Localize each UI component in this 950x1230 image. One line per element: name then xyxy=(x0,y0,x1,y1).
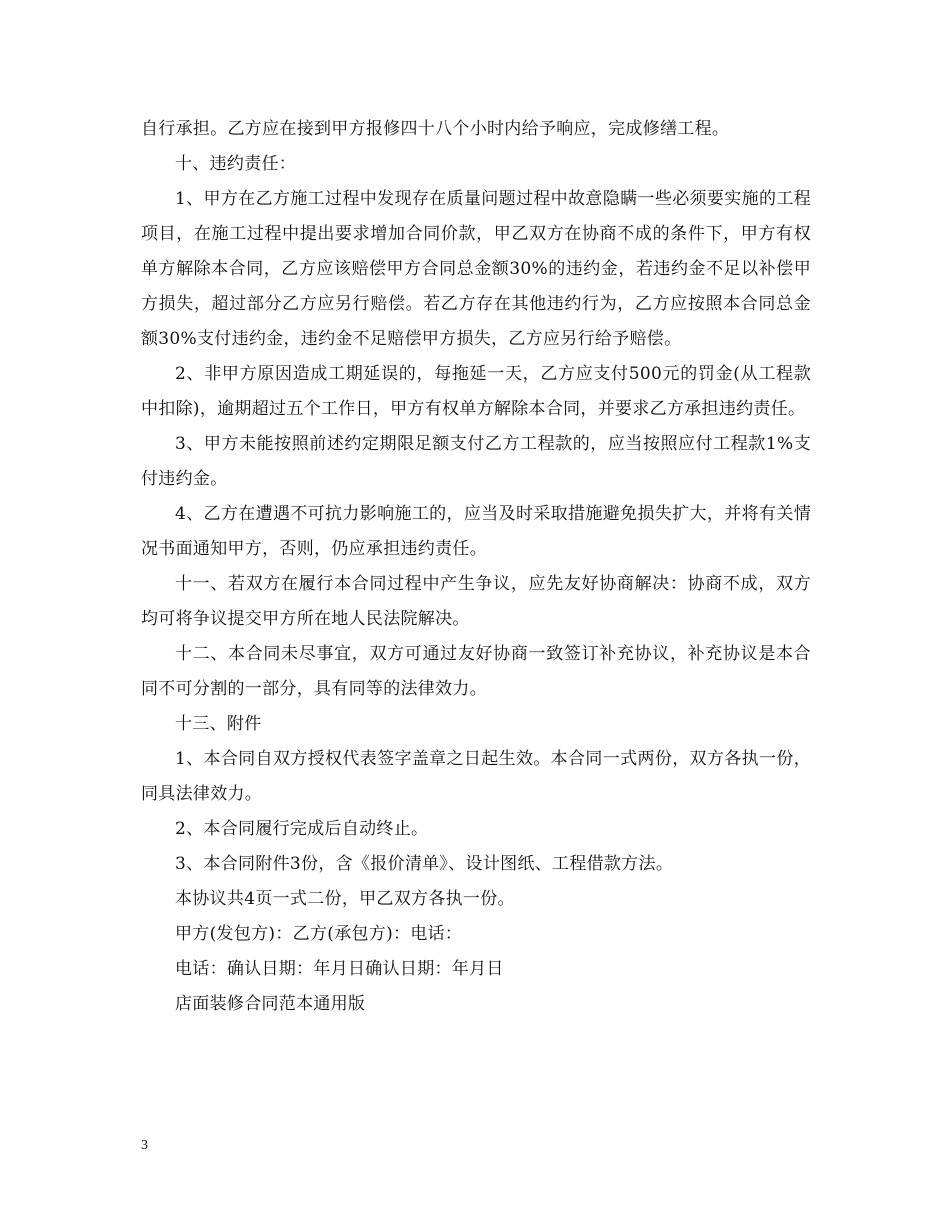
paragraph-attachment-3: 3、本合同附件3份，含《报价清单》、设计图纸、工程借款方法。 xyxy=(175,854,674,874)
document-body xyxy=(141,112,811,1022)
page-number: 3 xyxy=(141,1138,148,1153)
paragraph-attachment-2: 2、本合同履行完成后自动终止。 xyxy=(175,819,429,839)
paragraph-dispute: 十一、若双方在履行本合同过程中产生争议，应先友好协商解决：协商不成，双方均可将争议提交甲方所在地人民法院解决。 xyxy=(141,574,811,629)
section-heading-breach: 十、违约责任： xyxy=(175,154,297,174)
paragraph-template-title: 店面装修合同范本通用版 xyxy=(175,994,366,1014)
paragraph-attachment-1: 1、本合同自双方授权代表签字盖章之日起生效。本合同一式两份，双方各执一份，同具法律效力。 xyxy=(141,749,811,804)
paragraph-supplement: 十二、本合同未尽事宜，双方可通过友好协商一致签订补充协议，补充协议是本合同不可分割的一部分，具有同等的法律效力。 xyxy=(141,644,811,699)
paragraph-continuation: 自行承担。乙方应在接到甲方报修四十八个小时内给予响应，完成修缮工程。 xyxy=(141,119,730,139)
paragraph-breach-2: 2、非甲方原因造成工期延误的，每拖延一天，乙方应支付500元的罚金(从工程款中扣除)，逾期超过五个工作日，甲方有权单方解除本合同，并要求乙方承担违约责任。 xyxy=(141,364,811,419)
paragraph-copies: 本协议共4页一式二份，甲乙双方各执一份。 xyxy=(175,889,515,909)
paragraph-breach-3: 3、甲方未能按照前述约定期限足额支付乙方工程款的，应当按照应付工程款1%支付违约金。 xyxy=(141,434,811,489)
paragraph-dates: 电话：确认日期：年月日确认日期：年月日 xyxy=(175,959,504,979)
paragraph-parties: 甲方(发包方)：乙方(承包方)：电话： xyxy=(175,924,463,944)
section-heading-attachments: 十三、附件 xyxy=(175,714,262,734)
paragraph-breach-4: 4、乙方在遭遇不可抗力影响施工的，应当及时采取措施避免损失扩大，并将有关情况书面通知甲方，否则，仍应承担违约责任。 xyxy=(141,504,811,559)
paragraph-breach-1: 1、甲方在乙方施工过程中发现存在质量问题过程中故意隐瞒一些必须要实施的工程项目，在施工过程中提出要求增加合同价款，甲乙双方在协商不成的条件下，甲方有权单方解除本合同，乙方应该赔偿甲方合同总金额30%的违约金，若违约金不足以补偿甲方损失，超过部分乙方应另行赔偿。若乙方存在其他违约行为，乙方应按照本合同总金额30%支付违约金，违约金不足赔偿甲方损失，乙方应另行给予赔偿。 xyxy=(141,189,811,349)
